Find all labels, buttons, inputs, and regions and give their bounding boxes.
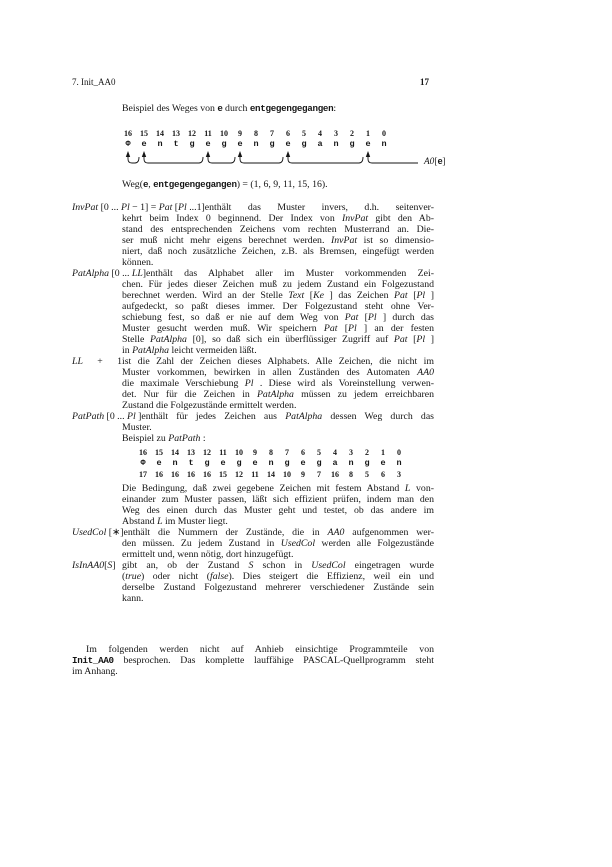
weg-arrow-path xyxy=(144,155,203,163)
text-segment: S xyxy=(107,560,113,571)
text-line xyxy=(72,560,434,571)
patpath-index-row xyxy=(135,447,411,458)
weg-arrow-path xyxy=(208,155,235,163)
text-line xyxy=(122,301,434,312)
diagram-cell: 11 xyxy=(219,448,227,457)
text-segment: ] xyxy=(425,290,434,301)
diagram-cell: e xyxy=(237,139,243,149)
text-segment: Pl xyxy=(244,378,254,389)
text-segment: Text xyxy=(288,290,305,301)
text-segment: [0], so daß sich ein überflüssiger Zugriff auf xyxy=(186,334,394,345)
text-segment: [ xyxy=(358,312,368,323)
definition-label xyxy=(72,202,205,213)
diagram-cell: e xyxy=(220,458,226,468)
text-segment: UsedCol xyxy=(280,538,316,549)
text-segment: PatAlpha xyxy=(256,389,294,400)
diagram-cell: 10 xyxy=(283,470,291,479)
diagram-cell: 7 xyxy=(270,129,274,138)
text-line xyxy=(122,378,434,389)
text-segment: ) oder nicht ( xyxy=(141,571,210,582)
text-segment: A0 xyxy=(424,157,435,167)
weg-diagram xyxy=(120,128,435,176)
definition-label xyxy=(72,560,122,571)
diagram-cell: g xyxy=(269,139,275,149)
text-segment: Pat xyxy=(393,334,408,345)
diagram-cell: g xyxy=(301,139,307,149)
diagram-cell: 0 xyxy=(382,129,386,138)
text-segment: − 1] = xyxy=(129,202,159,213)
diagram-cell: 11 xyxy=(251,470,259,479)
text-segment: eingetragen wurde xyxy=(345,560,434,571)
text-segment: ] xyxy=(112,560,116,571)
text-segment: entgegengegangen xyxy=(249,103,334,114)
text-segment: Weg( xyxy=(122,179,143,190)
text-segment: PatAlpha xyxy=(149,334,187,345)
text-segment: Abstand xyxy=(122,516,158,527)
text-line xyxy=(122,593,434,604)
diagram-cell: 16 xyxy=(124,129,132,138)
text-segment: ist so dimensio- xyxy=(357,235,434,246)
diagram-cell: g xyxy=(316,458,322,468)
pattern-letter-row xyxy=(120,139,432,150)
diagram-cell: e xyxy=(156,458,162,468)
diagram-cell: g xyxy=(189,139,195,149)
diagram-cell: 10 xyxy=(235,448,243,457)
text-line xyxy=(122,367,434,378)
text-line xyxy=(122,389,434,400)
diagram-cell: Φ xyxy=(125,139,131,149)
text-line xyxy=(122,571,434,582)
diagram-cell: 1 xyxy=(366,129,370,138)
diagram-cell: 4 xyxy=(318,129,322,138)
text-segment: LL xyxy=(72,356,83,367)
text-segment: [ xyxy=(407,334,417,345)
text-segment: Pl xyxy=(126,411,136,422)
text-line xyxy=(122,312,434,323)
text-line xyxy=(122,290,434,301)
text-segment: Stelle xyxy=(122,334,150,345)
text-segment: leicht vermeiden läßt. xyxy=(169,345,257,356)
diagram-cell: 8 xyxy=(269,448,273,457)
diagram-cell: n xyxy=(172,458,178,468)
weg-arrowhead xyxy=(126,151,130,157)
diagram-cell: 8 xyxy=(349,470,353,479)
text-segment: derselbe Zustand Folgezustand mehrerer verschiedener Zustände sein xyxy=(122,582,434,593)
text-segment: können. xyxy=(122,257,154,268)
definition-label xyxy=(72,527,123,538)
text-segment: false xyxy=(210,571,229,582)
text-segment: ). Dies steigert die Effizienz, weil ein und xyxy=(228,571,434,582)
diagram-cell: 3 xyxy=(349,448,353,457)
text-line xyxy=(122,433,434,444)
text-segment: Ke xyxy=(313,290,324,301)
text-line xyxy=(122,400,434,411)
diagram-cell: Φ xyxy=(140,458,146,468)
diagram-cell: g xyxy=(236,458,242,468)
text-segment: entgegengegangen xyxy=(153,179,237,190)
text-segment: enthält das Alphabet aller im Muster vorkommenden Zei- xyxy=(146,268,434,279)
weg-arrowhead xyxy=(206,151,210,157)
diagram-cell: 6 xyxy=(301,448,305,457)
text-segment: enthält die Nummern der Zustände, die in xyxy=(123,527,328,538)
text-segment: Muster vorkommen, bewirken in allen Zuständen des Automaten xyxy=(122,367,418,378)
page-number: 17 xyxy=(420,77,429,87)
text-line xyxy=(72,527,434,538)
text-segment: S xyxy=(248,560,254,571)
text-segment: ] xyxy=(135,411,142,422)
text-segment: UsedCol xyxy=(72,527,107,538)
text-segment: Pat xyxy=(158,202,173,213)
text-segment: PatAlpha xyxy=(285,411,323,422)
text-segment: AA0 xyxy=(327,527,345,538)
text-segment: den müssen. Zu jedem Zustand in xyxy=(122,538,281,549)
text-segment: InvPat xyxy=(342,213,369,224)
text-segment: ] xyxy=(425,334,435,345)
text-line xyxy=(122,422,434,433)
diagram-cell: 16 xyxy=(203,470,211,479)
definitions-list xyxy=(72,202,434,604)
text-segment: Pat xyxy=(323,323,338,334)
diagram-cell: g xyxy=(204,458,210,468)
text-segment: PatPath xyxy=(168,433,201,444)
diagram-cell: 16 xyxy=(155,470,163,479)
definition-item-LL+1 xyxy=(72,356,434,411)
text-segment: einander zum Muster passen, läßt sich effizient prüfen, indem man den xyxy=(122,494,434,505)
diagram-cell: 9 xyxy=(253,448,257,457)
text-line xyxy=(122,279,434,290)
diagram-cell: 14 xyxy=(171,448,179,457)
diagram-cell: g xyxy=(364,458,370,468)
text-line xyxy=(72,356,434,367)
diagram-cell: e xyxy=(380,458,386,468)
text-line xyxy=(122,323,434,334)
diagram-cell: e xyxy=(365,139,371,149)
text-segment: ) = (1, 6, 9, 11, 15, 16). xyxy=(236,179,328,190)
weg-arrow-path xyxy=(240,155,283,163)
text-segment: e xyxy=(217,103,223,114)
text-segment: UsedCol xyxy=(311,560,346,571)
text-line xyxy=(122,516,434,527)
diagram-cell: t xyxy=(188,458,194,468)
diagram-cell: n xyxy=(381,139,387,149)
text-segment: kehrt beim Index 0 beginnend. Der Index von xyxy=(122,213,342,224)
text-line xyxy=(122,345,434,356)
diagram-cell: 14 xyxy=(267,470,275,479)
diagram-cell: 5 xyxy=(302,129,306,138)
text-segment: : xyxy=(200,433,206,444)
text-segment: true xyxy=(125,571,142,582)
closing-paragraph xyxy=(72,644,434,677)
weg-arrow-path xyxy=(288,155,363,163)
diagram-cell: e xyxy=(252,458,258,468)
text-segment: e xyxy=(142,179,149,190)
text-line xyxy=(122,235,434,246)
diagram-cell: 5 xyxy=(317,448,321,457)
text-segment: [∗] xyxy=(106,527,124,538)
text-line xyxy=(122,582,434,593)
text-segment: die maximale Verschiebung xyxy=(122,378,245,389)
text-line xyxy=(122,549,434,560)
diagram-cell: 16 xyxy=(187,470,195,479)
diagram-cell: e xyxy=(300,458,306,468)
weg-arrowhead xyxy=(286,151,290,157)
text-segment: Muster. xyxy=(122,422,152,433)
diagram-cell: 13 xyxy=(172,129,180,138)
text-line xyxy=(122,538,434,549)
text-segment: schon in xyxy=(253,560,312,571)
diagram-cell: 6 xyxy=(381,470,385,479)
text-segment: ...1] xyxy=(186,202,205,213)
patpath-letter-row xyxy=(135,458,411,469)
text-segment: [ xyxy=(407,290,417,301)
diagram-cell: 6 xyxy=(286,129,290,138)
text-segment: AA0 xyxy=(417,367,434,378)
diagram-cell: g xyxy=(284,458,290,468)
text-segment: [ xyxy=(172,202,179,213)
patpath-diagram xyxy=(135,447,411,480)
text-segment: schiebung fest, so daß er nie auf dem Weg von xyxy=(122,312,345,323)
text-segment: ] durch das xyxy=(376,312,434,323)
diagram-cell: 14 xyxy=(156,129,164,138)
weg-arrows xyxy=(120,150,435,176)
text-line xyxy=(122,257,434,268)
diagram-cell: t xyxy=(173,139,179,149)
text-segment: Init_AA0 xyxy=(72,655,114,666)
text-segment: L xyxy=(157,516,163,527)
diagram-cell: e xyxy=(205,139,211,149)
text-segment: Weg des einen durch das Muster geht und testet, ob das andere im xyxy=(122,505,434,516)
text-segment: + 1 xyxy=(82,356,122,367)
text-segment: [ xyxy=(337,323,348,334)
text-line xyxy=(72,666,434,677)
text-segment: ] xyxy=(142,268,147,279)
diagram-cell: 7 xyxy=(285,448,289,457)
text-segment: [0 ... xyxy=(98,202,121,213)
diagram-cell: 16 xyxy=(139,448,147,457)
text-line xyxy=(72,655,434,666)
a0-state-label xyxy=(424,157,446,167)
pattern-index-row xyxy=(120,128,432,139)
text-line xyxy=(72,268,434,279)
text-segment: ermittelt und, wenn nötig, dort hinzugefügt. xyxy=(122,549,294,560)
text-segment: chen. Für jedes dieser Zeichen muß zu jedem Zustand ein Folgezustand xyxy=(122,279,434,290)
diagram-cell: 10 xyxy=(220,129,228,138)
diagram-cell: n xyxy=(348,458,354,468)
diagram-cell: 16 xyxy=(331,470,339,479)
diagram-cell: 15 xyxy=(219,470,227,479)
diagram-cell: 1 xyxy=(381,448,385,457)
text-segment: Pl xyxy=(178,202,187,213)
text-segment: Pat xyxy=(344,312,359,323)
diagram-cell: 3 xyxy=(397,470,401,479)
text-segment: ist die Zahl der Zeichen dieses Alphabets. Alle Zeichen, die nicht im xyxy=(122,356,434,367)
text-segment: in xyxy=(122,345,133,356)
diagram-cell: 13 xyxy=(187,448,195,457)
text-segment: e xyxy=(437,157,443,167)
diagram-cell: 8 xyxy=(254,129,258,138)
text-segment: ( xyxy=(122,571,126,582)
diagram-cell: 12 xyxy=(203,448,211,457)
text-segment: [0 ... xyxy=(109,268,132,279)
text-segment: Beispiel zu xyxy=(122,433,169,444)
text-segment: im Anhang. xyxy=(72,666,118,677)
text-segment: det. Nur für die Zeichen in xyxy=(122,389,257,400)
text-segment: LL xyxy=(131,268,143,279)
text-line xyxy=(72,202,434,213)
text-segment: PatAlpha xyxy=(132,345,170,356)
diagram-cell: 11 xyxy=(204,129,212,138)
text-segment: [0 ... xyxy=(104,411,127,422)
example1-title xyxy=(122,103,336,114)
weg-equation xyxy=(122,179,328,190)
definition-label xyxy=(72,356,122,367)
diagram-cell: n xyxy=(268,458,274,468)
weg-arrowhead xyxy=(238,151,242,157)
text-segment: PatAlpha xyxy=(72,268,110,279)
text-segment: L xyxy=(404,483,411,494)
text-segment: berechnet werden. Wird an der Stelle xyxy=(122,290,289,301)
text-segment: gibt den Ab- xyxy=(368,213,434,224)
section-header: 7. Init_AA0 xyxy=(72,77,116,87)
text-segment: von- xyxy=(410,483,434,494)
diagram-cell: g xyxy=(221,139,227,149)
diagram-cell: 12 xyxy=(188,129,196,138)
text-segment: besprochen. Das komplette lauffähige PASCAL-Quellprogramm steht xyxy=(113,655,434,666)
diagram-cell: n xyxy=(333,139,339,149)
patpath-value-row xyxy=(135,469,411,480)
diagram-cell: 17 xyxy=(139,470,147,479)
text-line xyxy=(122,494,434,505)
text-segment: [ xyxy=(304,290,314,301)
text-segment: aufgenommen wer- xyxy=(344,527,434,538)
text-segment: [ xyxy=(434,157,438,167)
weg-arrow-path xyxy=(368,155,418,163)
weg-arrowhead xyxy=(366,151,370,157)
text-segment: dessen Weg durch das xyxy=(322,411,434,422)
text-segment: Pl xyxy=(416,334,426,345)
diagram-cell: 7 xyxy=(317,470,321,479)
diagram-cell: 2 xyxy=(350,129,354,138)
diagram-cell: g xyxy=(349,139,355,149)
definition-item-UsedCol xyxy=(72,527,434,560)
text-segment: Pl xyxy=(120,202,130,213)
diagram-cell: 9 xyxy=(301,470,305,479)
diagram-cell: e xyxy=(141,139,147,149)
diagram-cell: 3 xyxy=(334,129,338,138)
text-line xyxy=(122,334,434,345)
text-segment: InvPat xyxy=(72,202,99,213)
text-segment: Muster gesucht werden muß. Wir speichern xyxy=(122,323,324,334)
definition-label xyxy=(72,268,146,279)
text-segment: gibt an, ob der Zustand xyxy=(122,560,249,571)
diagram-cell: n xyxy=(157,139,163,149)
definition-item-PatPath xyxy=(72,411,434,527)
diagram-cell: 15 xyxy=(155,448,163,457)
diagram-cell: a xyxy=(317,139,323,149)
text-segment: ] das Zeichen xyxy=(323,290,395,301)
text-segment: werden alle Folgezustände xyxy=(315,538,434,549)
text-line xyxy=(122,483,434,494)
text-segment: , xyxy=(148,179,154,190)
text-segment: Zustand die Folgezustände ermittelt werden. xyxy=(122,400,297,411)
text-segment: Pl xyxy=(367,312,377,323)
text-line xyxy=(122,224,434,235)
text-segment: ] xyxy=(442,157,446,167)
text-line xyxy=(72,411,434,422)
diagram-cell: 2 xyxy=(365,448,369,457)
text-segment: IsInAA0 xyxy=(72,560,105,571)
text-line xyxy=(122,246,434,257)
definition-item-InvPat xyxy=(72,202,434,268)
text-segment: : xyxy=(333,103,337,114)
text-segment: [ xyxy=(104,560,108,571)
text-segment: kann. xyxy=(122,593,144,604)
text-segment: Pl xyxy=(347,323,357,334)
text-line xyxy=(122,213,434,224)
definition-item-PatAlpha xyxy=(72,268,435,356)
text-line xyxy=(72,644,434,655)
diagram-cell: 5 xyxy=(365,470,369,479)
diagram-cell: 15 xyxy=(140,129,148,138)
weg-arrowhead xyxy=(142,151,146,157)
text-segment: . Diese wird als Voreinstellung verwen- xyxy=(253,378,434,389)
diagram-cell: 4 xyxy=(333,448,337,457)
diagram-cell: n xyxy=(253,139,259,149)
text-segment: Pl xyxy=(416,290,426,301)
text-segment: Im folgenden werden nicht auf Anhieb einsichtige Programmteile von xyxy=(86,644,434,655)
diagram-cell: n xyxy=(396,458,402,468)
text-segment: müssen zu jedem erreichbaren xyxy=(293,389,434,400)
definition-label xyxy=(72,411,141,422)
text-segment: enthält das Muster invers, d.h. seitenver- xyxy=(204,202,434,213)
text-segment: niert, daß noch zusätzliche Zeichen, z.B. als Bremsen, eingefügt werden xyxy=(122,246,434,257)
text-segment: ] an der festen xyxy=(356,323,434,334)
diagram-cell: e xyxy=(285,139,291,149)
text-segment: ser muß nicht mehr eigens berechnet werden. xyxy=(122,235,331,246)
text-segment: aufgedeckt, so paßt dieses immer. Der Folgezustand steht ohne Ver- xyxy=(122,301,434,312)
diagram-cell: 12 xyxy=(235,470,243,479)
text-segment: enthält für jedes Zeichen aus xyxy=(141,411,286,422)
text-segment: im Muster liegt. xyxy=(162,516,228,527)
text-segment: durch xyxy=(222,103,250,114)
text-segment: stand des entsprechenden Zeichens vom rechten Musterrand an. Die- xyxy=(122,224,434,235)
diagram-cell: 0 xyxy=(397,448,401,457)
text-segment: Beispiel des Weges von xyxy=(122,103,218,114)
diagram-cell: a xyxy=(332,458,338,468)
diagram-cell: 9 xyxy=(238,129,242,138)
text-segment: Die Bedingung, daß zwei gegebene Zeichen mit festem Abstand xyxy=(122,483,405,494)
text-line xyxy=(122,505,434,516)
text-segment: InvPat xyxy=(330,235,358,246)
text-segment: Pat xyxy=(394,290,408,301)
diagram-cell: 16 xyxy=(171,470,179,479)
definition-item-IsInAA0 xyxy=(72,560,434,604)
text-segment: PatPath xyxy=(72,411,105,422)
